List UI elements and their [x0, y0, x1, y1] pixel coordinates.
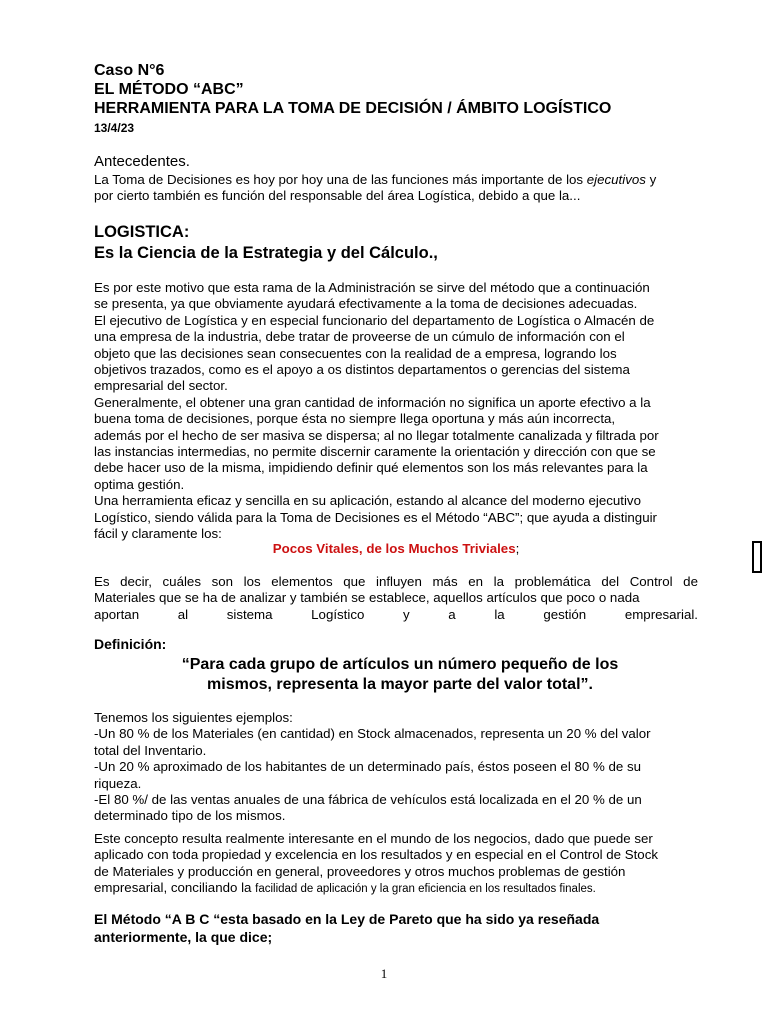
body-line-15: Logístico, siendo válida para la Toma de Decisiones es el Método “ABC”; que ayuda a distinguir — [94, 509, 657, 525]
quote-line-2: mismos, representa la mayor parte del valor total”. — [207, 676, 593, 693]
word: la — [494, 606, 505, 622]
pocos-vitales-line — [94, 541, 698, 556]
ejemplo-line-5: riqueza. — [94, 775, 142, 791]
emphasis-ejecutivos: ejecutivos — [586, 172, 646, 187]
ejemplo-line-6: -El 80 %/ de las ventas anuales de una fábrica de vehículos está localizada en el 20 % de un — [94, 792, 642, 808]
word: cuáles — [162, 574, 201, 589]
ejemplo-line-1: Tenemos los siguientes ejemplos: — [94, 710, 293, 725]
definicion-heading: Definición: — [94, 636, 167, 652]
concepto-paragraph — [94, 831, 698, 898]
metodo-paragraph — [94, 910, 698, 946]
body-line-2: se presenta, ya que obviamente ayudará efectivamente a la toma de decisiones adecuadas. — [94, 296, 638, 312]
body-line-16: fácil y claramente los: — [94, 526, 222, 542]
body-line-3: El ejecutivo de Logística y en especial funcionario del departamento de Logística o Almacén de — [94, 312, 655, 328]
word: Control — [629, 574, 673, 589]
method-title: EL MÉTODO “ABC” — [94, 81, 244, 98]
es-decir-line-1 — [94, 574, 698, 590]
antecedentes-line-2: por cierto también es función del responsable del área Logística, debido a que la... — [94, 188, 581, 204]
word: problemática — [514, 574, 591, 589]
concepto-line-1: Este concepto resulta realmente interesante en el mundo de los negocios, dado que puede ser — [94, 831, 653, 846]
ejemplos-paragraph — [94, 710, 698, 825]
word: elementos — [271, 574, 333, 589]
word: influyen — [376, 574, 422, 589]
word: sistema — [226, 606, 273, 622]
document-date: 13/4/23 — [94, 121, 135, 135]
antecedentes-line-1: La Toma de Decisiones es hoy por hoy una de las funciones más importante de los ejecutivos y — [94, 172, 657, 187]
pocos-vitales-suffix: ; — [515, 541, 520, 556]
word: más — [432, 574, 458, 589]
word: al — [177, 606, 189, 622]
body-line-14: Una herramienta eficaz y sencilla en su aplicación, estando al alcance del moderno ejecutivo — [94, 493, 641, 509]
body-line-9: buena toma de decisiones, porque ésta no siempre llega oportuna y más aún incorrecta, — [94, 411, 616, 427]
quote-line-1: “Para cada grupo de artículos un número pequeño de los — [181, 656, 619, 673]
logistica-heading: LOGISTICA: — [94, 223, 190, 241]
word: Logístico — [311, 606, 365, 622]
word: la — [493, 574, 504, 589]
body-line-6: objetivos trazados, como es el apoyo a os distintos departamentos o gerencias del sistema — [94, 362, 630, 378]
es-decir-paragraph — [94, 574, 698, 623]
body-line-7: empresarial del sector. — [94, 378, 228, 394]
ejemplo-line-3: total del Inventario. — [94, 742, 207, 758]
definicion-quote — [100, 655, 700, 695]
word: gestión — [543, 606, 587, 622]
concepto-small-text: facilidad de aplicación y la gran eficiencia en los resultados finales. — [255, 883, 596, 896]
body-line-12: debe hacer uso de la misma, impidiendo definir qué elementos son los más relevantes para la — [94, 460, 648, 476]
ejemplo-line-7: determinado tipo de los mismos. — [94, 808, 286, 824]
word: son — [211, 574, 234, 589]
body-line-13: optima gestión. — [94, 476, 185, 492]
metodo-line-2: anteriormente, la que dice; — [94, 929, 273, 945]
ejemplo-line-4: -Un 20 % aproximado de los habitantes de un determinado país, éstos poseen el 80 % de su — [94, 759, 641, 775]
ejemplo-line-2: -Un 80 % de los Materiales (en cantidad) en Stock almacenados, representa un 20 % del valor — [94, 726, 651, 742]
document-subtitle: HERRAMIENTA PARA LA TOMA DE DECISIÓN / ÁMBITO LOGÍSTICO — [94, 100, 612, 117]
concepto-line-3: de Materiales y producción en general, proveedores y otros muchos problemas de gestión — [94, 863, 626, 879]
word: y — [403, 606, 410, 622]
es-decir-line-2: Materiales que se ha de analizar y también se establece, aquellos artículos que poco o nada — [94, 590, 640, 606]
concepto-line-4: empresarial, conciliando la facilidad de aplicación y la gran eficiencia en los resultados finales. — [94, 880, 596, 896]
concepto-line-2: aplicado con toda propiedad y excelencia en los resultados y en especial en el Control de Stock — [94, 847, 658, 863]
body-line-4: una empresa de la industria, debe tratar de proveerse de un cúmulo de información con el — [94, 329, 625, 345]
word: los — [243, 574, 261, 589]
metodo-line-1: El Método “A B C “esta basado en la Ley de Pareto que ha sido ya reseñada — [94, 911, 600, 927]
body-line-11: las instancias intermedias, no permite discernir caramente la orientación y dirección con que se — [94, 444, 656, 460]
word: que — [343, 574, 366, 589]
word: del — [601, 574, 620, 589]
text-cursor-box — [752, 541, 762, 573]
page-number: 1 — [380, 966, 388, 981]
word: empresarial. — [624, 606, 698, 622]
main-paragraph — [94, 280, 698, 543]
logistica-subheading: Es la Ciencia de la Estrategia y del Cálculo., — [94, 244, 438, 262]
word: aportan — [94, 606, 140, 622]
antecedentes-heading: Antecedentes. — [94, 153, 190, 170]
body-line-8: Generalmente, el obtener una gran cantidad de información no significa un aporte efectivo a la — [94, 394, 651, 410]
pocos-vitales-text: Pocos Vitales, de los Muchos Triviales — [272, 541, 516, 556]
word: en — [468, 574, 483, 589]
antecedentes-paragraph — [94, 172, 698, 205]
word: Es — [94, 574, 110, 589]
case-number: Caso N°6 — [94, 62, 165, 79]
body-line-5: objeto que las decisiones sean consecuentes con la realidad de a empresa, logrando los — [94, 345, 617, 361]
word: decir, — [120, 574, 152, 589]
word: a — [448, 606, 456, 622]
word: de — [683, 574, 698, 589]
body-line-10: además por el hecho de ser masiva se dispersa; al no llegar totalmente canalizada y filtrada por — [94, 427, 659, 443]
es-decir-line-3 — [94, 607, 698, 623]
body-line-1: Es por este motivo que esta rama de la Administración se sirve del método que a continuación — [94, 280, 650, 295]
